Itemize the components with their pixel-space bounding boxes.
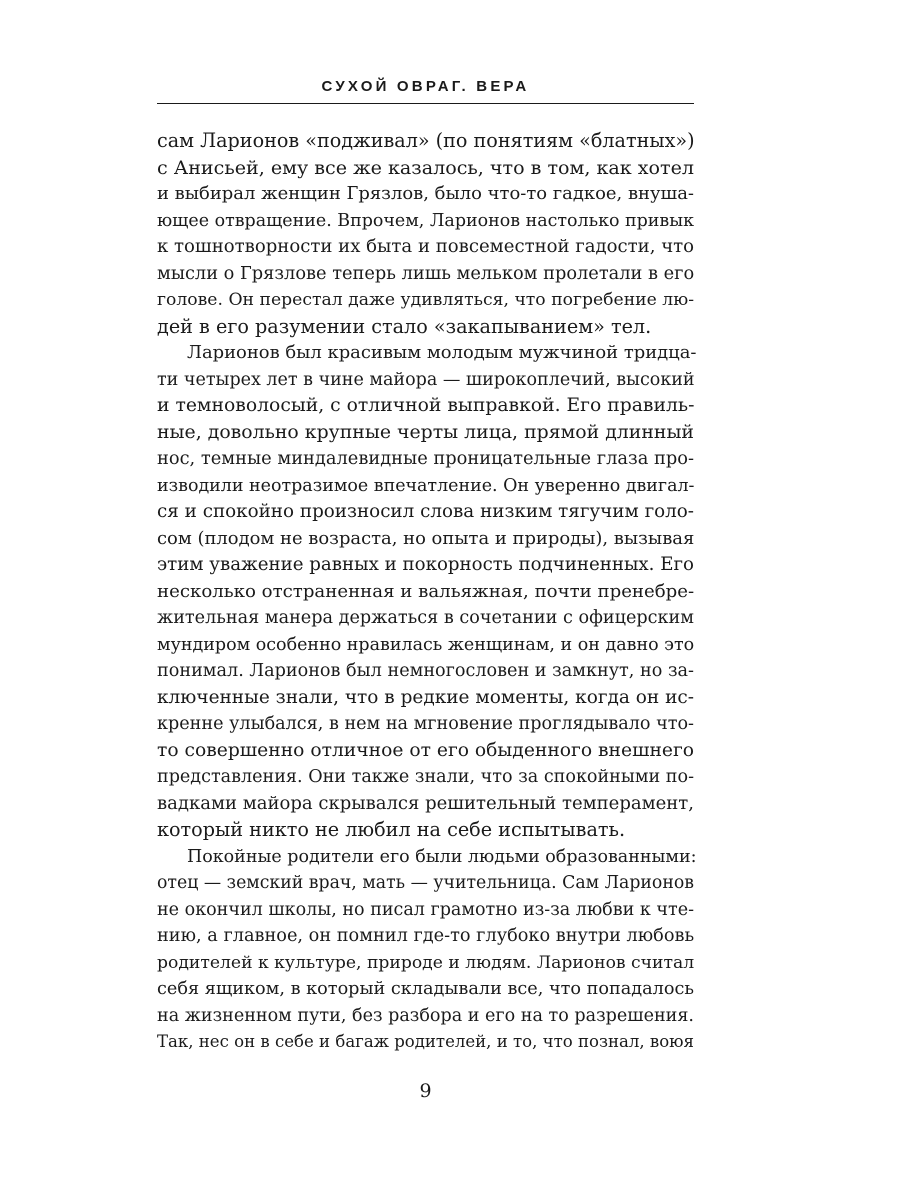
text-line: Так, нес он в себе и багаж родителей, и то, что познал, воюя (157, 1032, 694, 1051)
text-line: то совершенно отличное от его обыденного внешнего (157, 739, 694, 761)
page-number: 9 (419, 1080, 432, 1102)
text-line: голове. Он перестал даже удивляться, что погребение лю- (157, 290, 694, 310)
text-line: Покойные родители его были людьми образованными: (187, 846, 697, 867)
header-rule (157, 103, 694, 104)
text-line: дей в его разумении стало «закапыванием» тел. (157, 314, 652, 338)
text-line: ключенные знали, что в редкие моменты, когда он ис- (157, 686, 694, 708)
body-text (157, 128, 697, 1056)
text-line: сом (плодом не возраста, но опыта и природы), вызывая (157, 527, 695, 549)
text-line: этим уважение равных и покорность подчиненных. Его (157, 554, 694, 575)
text-line: себя ящиком, в который складывали все, что попадалось (157, 979, 694, 999)
text-line: изводили неотразимое впечатление. Он уверенно двигал- (157, 475, 695, 496)
text-line: на жизненном пути, без разбора и его на то разрешения. (157, 1005, 694, 1026)
text-line: понимал. Ларионов был немногословен и замкнут, но за- (157, 661, 694, 681)
text-line: вадками майора скрывался решительный темперамент, (157, 792, 694, 814)
text-line: родителей к культуре, природе и людям. Ларионов считал (157, 952, 695, 973)
text-line: Ларионов был красивым молодым мужчиной тридца- (187, 342, 697, 363)
text-line: к тошнотворности их быта и повсеместной гадости, что (157, 236, 695, 257)
text-line: ся и спокойно произносил слова низким тягучим голо- (157, 501, 694, 522)
text-line: не окончил школы, но писал грамотно из-за любви к чте- (157, 899, 694, 920)
text-line: мундиром особенно нравилась женщинам, и он давно это (157, 634, 695, 655)
text-line: ти четырех лет в чине майора — широкоплечий, высокий (157, 369, 695, 390)
text-line: отец — земский врач, мать — учительница. Сам Ларионов (157, 873, 694, 893)
text-line: сам Ларионов «подживал» (по понятиям «блатных») (157, 129, 695, 152)
text-line: несколько отстраненная и вальяжная, почти пренебре- (157, 580, 695, 602)
text-line: нию, а главное, он помнил где-то глубоко внутри любовь (157, 926, 695, 946)
text-line: мысли о Грязлове теперь лишь мельком пролетали в его (157, 262, 695, 284)
text-line: нос, темные миндалевидные проницательные глаза про- (157, 448, 694, 469)
text-line: жительная манера держаться в сочетании с офицерским (157, 608, 694, 628)
text-line: ные, довольно крупные черты лица, прямой длинный (157, 421, 694, 443)
text-line: и темноволосый, с отличной выправкой. Его правиль- (157, 395, 695, 416)
text-line: представления. Они также знали, что за спокойными по- (157, 767, 694, 787)
text-line: и выбирал женщин Грязлов, было что-то гадкое, внуша- (157, 183, 694, 204)
text-line: который никто не любил на себе испытывать. (157, 818, 626, 841)
text-line: с Анисьей, ему все же казалось, что в том, как хотел (157, 155, 694, 179)
text-line: ющее отвращение. Впрочем, Ларионов настолько привык (157, 210, 695, 231)
text-line: кренне улыбался, в нем на мгновение проглядывало что- (157, 714, 694, 734)
running-head: СУХОЙ ОВРАГ. ВЕРА (321, 78, 530, 95)
